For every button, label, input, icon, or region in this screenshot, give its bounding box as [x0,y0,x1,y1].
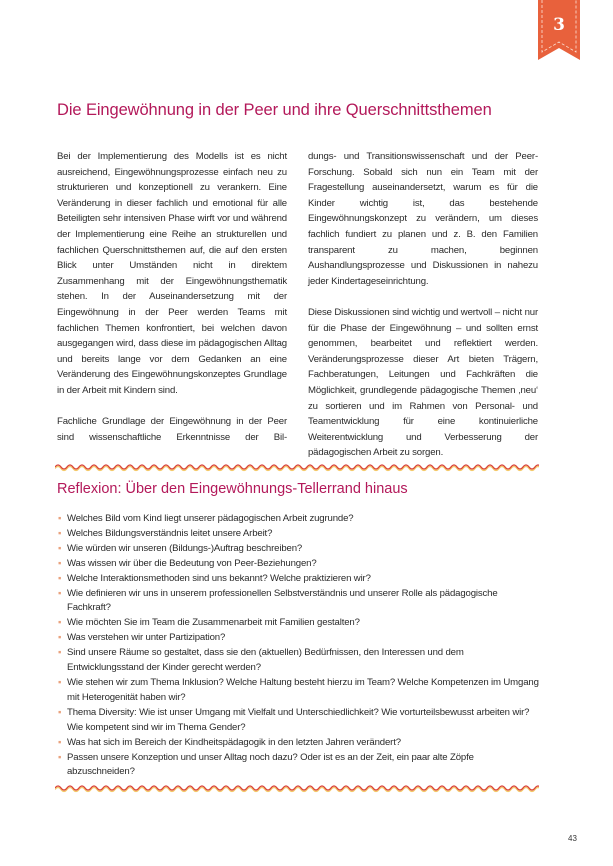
bullet-icon: ▪ [58,617,62,629]
list-item: ▪ Wie möchten Sie im Team die Zusammenarbeit mit Familien gestalten? [57,616,542,631]
list-item: ▪ Welche Interaktionsmethoden sind uns bekannt? Welche praktizieren wir? [57,572,542,587]
paragraph: Diese Diskussionen sind wichtig und wertvoll – nicht nur für die Phase der Eingewöhnung – und sollten ernst genommen, bearbeitet und reflektiert werden. Veränderungsprozesse dieser Art bieten Trägern, Fachberatungen, Leitungen und Fachkräften die Möglichkeit, grundlegende pädagogische Themen ‚neu‘ zu sortieren und im Rahmen von Personal- und Teamentwicklung für eine kontinuierliche Weiterentwicklung und Verbesserung der pädagogischen Arbeit zu sorgen. [308,306,538,459]
left-column [57,149,287,461]
list-item: ▪ Was hat sich im Bereich der Kindheitspädagogik in den letzten Jahren verändert? [57,736,542,751]
list-item: ▪ Passen unsere Konzeption und unser Alltag noch dazu? Oder ist es an der Zeit, ein paar alte Zöpfe abzuschneiden? [58,751,474,778]
right-column [308,149,538,476]
list-item: ▪ Thema Diversity: Wie ist unser Umgang mit Vielfalt und Unterschiedlichkeit? Wie vorturteilsbewusst arbeiten wir? Wie kompetent sind wir im Thema Gender? [58,706,530,733]
bullet-icon: ▪ [58,542,62,554]
bullet-icon: ▪ [58,587,62,599]
paragraph: Bei der Implementierung des Modells ist es nicht ausreichend, Eingewöhnungsprozesse einfach neu zu strukturieren und konzeptionell zu verankern. Eine Veränderung in dieser fachlich und emotional für alle Beteiligten sehr intensiven Phase wirft vor und während der Implementierung eine Reihe an strukturellen und fachlichen Querschnittsthemen auf, die auf den ersten Blick unter Umständen nicht in direktem Zusammenhang mit der Eingewöhnungsthematik stehen. In der Auseinandersetzung mit der Eingewöhnung in der Peer werden Teams mit fachlichen Themen konfrontiert, bei welchen davon ausgegangen wird, dass diese im pädagogischen Alltag und bereits lange vor dem Gedanken an eine Veränderung des Eingewöhnungskonzeptes Grundlage in der Arbeit mit Kindern sind. [57,151,287,396]
bullet-icon: ▪ [58,557,62,569]
chapter-ribbon [538,0,580,60]
bullet-icon: ▪ [58,572,62,584]
bullet-icon: ▪ [58,676,62,688]
paragraph: dungs- und Transitionswissenschaft und der Peer-Forschung. Sobald sich nun ein Team mit der Fragestellung auseinandersetzt, warum es für die Kinder wichtig ist, das bestehende Eingewöhnungskonzept zu verändern, um dieses fachlich fundiert zu planen und z. B. den Familien transparent zu machen, beginnen Aushandlungsprozesse und Diskussionen in nahezu jeder Kindertageseinrichtung. [308,151,538,287]
wavy-divider [55,462,539,472]
list-item: ▪ Wie würden wir unseren (Bildungs-)Auftrag beschreiben? [57,542,542,557]
list-item: ▪ Wie definieren wir uns in unserem professionellen Selbstverständnis und unserer Rolle als pädagogische Fachkraft? [58,587,498,614]
paragraph: Fachliche Grundlage der Eingewöhnung in der Peer sind wissenschaftliche Erkenntnisse der Bil- [57,416,287,443]
bullet-icon: ▪ [58,513,62,524]
list-item: ▪ Was verstehen wir unter Partizipation? [57,631,542,646]
bullet-icon: ▪ [58,647,62,659]
list-item: ▪ Welches Bild vom Kind liegt unserer pädagogischen Arbeit zugrunde? [57,512,542,527]
list-item: ▪ Wie stehen wir zum Thema Inklusion? Welche Haltung besteht hierzu im Team? Welche Kompetenzen im Umgang mit Heterogenität haben wir? [58,676,539,703]
list-item: ▪ Sind unsere Räume so gestaltet, dass sie den (aktuellen) Bedürfnissen, den Interessen und dem Entwicklungsstand der Kinder gerecht werden? [58,647,464,674]
bullet-icon: ▪ [58,736,62,748]
page-number: 43 [568,834,577,843]
bullet-icon: ▪ [58,632,62,644]
reflection-heading: Reflexion: Über den Eingewöhnungs-Tellerrand hinaus [57,481,408,497]
section-heading: Die Eingewöhnung in der Peer und ihre Querschnittsthemen [57,101,492,119]
chapter-number: 3 [553,15,565,35]
bullet-icon: ▪ [58,751,62,763]
bullet-icon: ▪ [58,706,62,718]
bullet-icon: ▪ [58,527,62,539]
reflection-question-list [57,512,542,780]
list-item: ▪ Welches Bildungsverständnis leitet unsere Arbeit? [57,527,542,542]
list-item: ▪ Was wissen wir über die Bedeutung von Peer-Beziehungen? [57,557,542,572]
wavy-divider [55,783,539,793]
